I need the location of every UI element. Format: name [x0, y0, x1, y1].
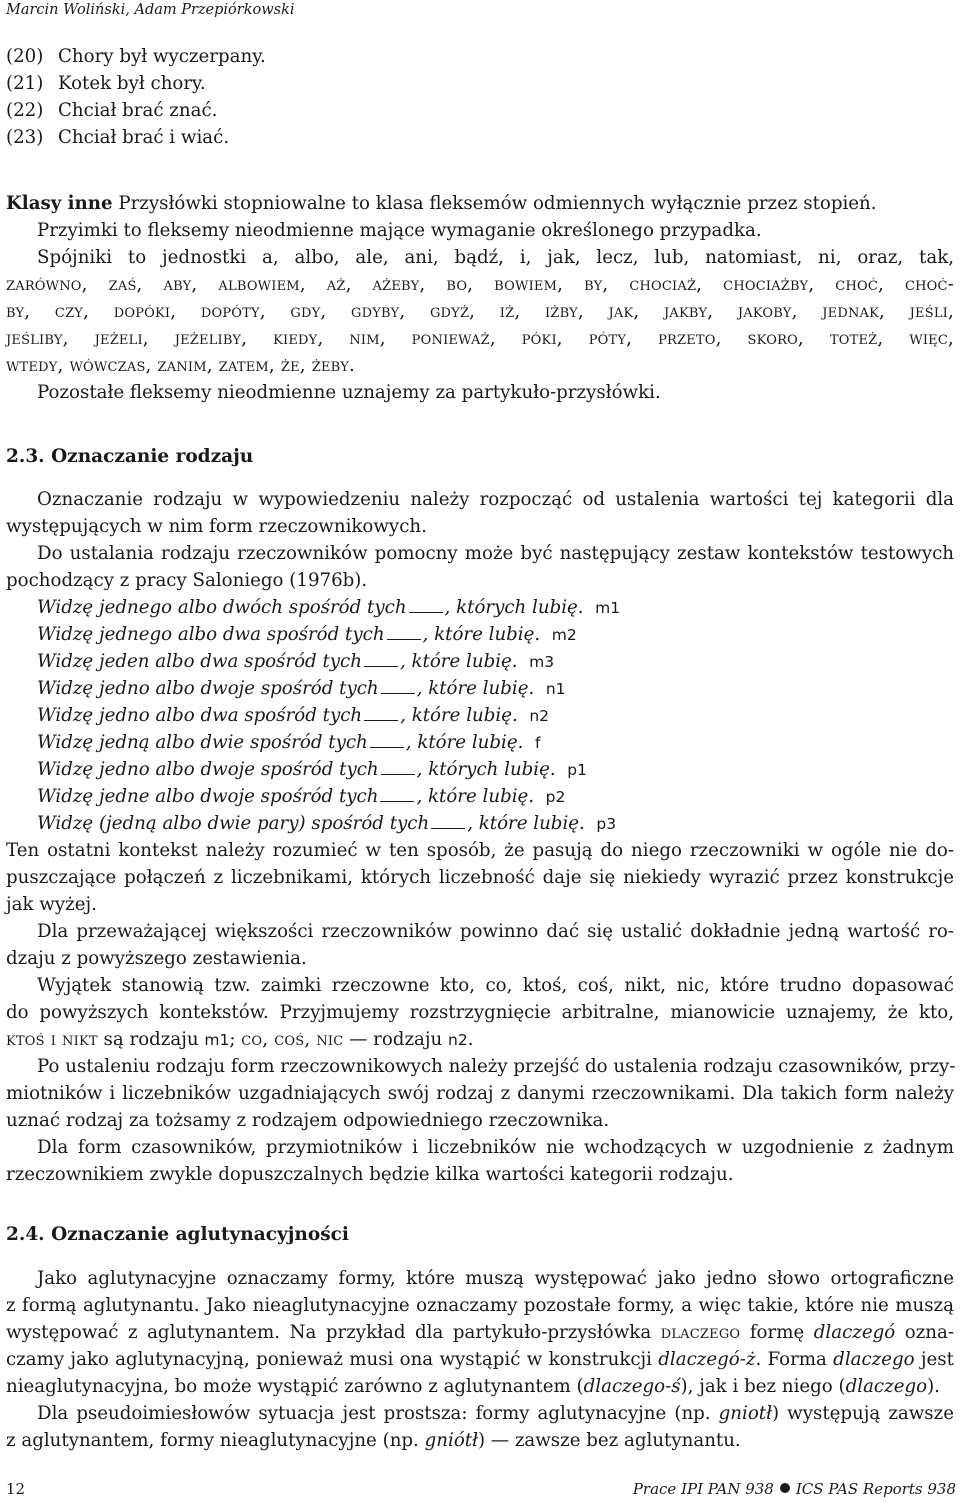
- word-form: dlaczego: [833, 1349, 915, 1370]
- text-span: ) — zawsze bez aglutynantu.: [477, 1430, 741, 1451]
- context-pre: Widzę jedno albo dwoje spośród tych: [37, 759, 379, 780]
- example-text: Chciał brać i wiać.: [58, 127, 230, 148]
- text-span: Dla pseudoimiesłowów sytuacja jest prostsza: formy aglutynacyjne (np.: [37, 1403, 711, 1424]
- s23-p2-line-2: pochodzący z pracy Saloniego (1976b).: [6, 570, 368, 591]
- context-post: , które lubię.: [399, 651, 518, 672]
- text-span: — rodzaju: [349, 1029, 443, 1050]
- example-number: (23): [6, 127, 44, 148]
- example-number: (22): [6, 100, 44, 121]
- gender-tag: m2: [551, 626, 577, 644]
- context-pre: Widzę (jedną albo dwie pary) spośród tych: [37, 813, 430, 834]
- s24-p1-line-3: [6, 1319, 954, 1346]
- s23-p5-line-1: Wyjątek stanowią tzw. zaimki rzeczowne kto, co, ktoś, coś, nikt, nic, które trudno dopasować: [37, 975, 954, 996]
- klasy-line-8: Pozostałe fleksemy nieodmienne uznajemy za partykuło-przysłówki.: [37, 382, 661, 403]
- word-form: dlaczegó: [813, 1322, 896, 1343]
- text-span: ;: [229, 1029, 236, 1050]
- text-span: jest: [920, 1349, 954, 1370]
- context-pre: Widzę jedno albo dwoje spośród tych: [37, 678, 379, 699]
- gender-tag: p1: [567, 761, 587, 779]
- example-text: Chory był wyczerpany.: [58, 46, 266, 67]
- s23-p5-line-3: [6, 1026, 474, 1054]
- context-post: , które lubię.: [400, 705, 518, 726]
- example-21: [6, 70, 206, 97]
- context-p2: [37, 783, 565, 811]
- word-form: dlaczego-ś: [583, 1376, 681, 1397]
- context-pre: Widzę jeden albo dwa spośród tych: [37, 651, 362, 672]
- context-blank: [381, 679, 415, 694]
- context-p1: [37, 756, 587, 784]
- s23-p2-line-1: Do ustalania rodzaju rzeczowników pomocny może być następujący zestaw kontekstów testowych: [37, 543, 954, 564]
- text-span: z aglutynantem, formy nieaglutynacyjne (np.: [6, 1430, 419, 1451]
- text-span: są rodzaju: [103, 1029, 199, 1050]
- s23-p3-line-1: Ten ostatni kontekst należy rozumieć w ten sposób, że pasują do niego rzeczowniki w ogóle nie do-: [6, 840, 954, 861]
- context-m1: [37, 594, 620, 622]
- s24-p1-line-1: Jako aglutynacyjne oznaczamy formy, które muszą występować jako jedno słowo ortograficzne: [37, 1268, 954, 1289]
- s23-p4-line-1: Dla przeważającej większości rzeczowników powinno dać się ustalić dokładnie jedną wartość ro-: [37, 921, 954, 942]
- s24-p1-line-5: [6, 1373, 940, 1400]
- gender-tag: f: [534, 734, 541, 752]
- text-span: występować z aglutynantem. Na przykład dla partykuło-przysłówka: [6, 1322, 652, 1343]
- context-post: , których lubię.: [416, 759, 556, 780]
- word-form: gniótł: [424, 1430, 478, 1451]
- context-n2: [37, 702, 549, 730]
- gender-tag: m3: [529, 653, 555, 671]
- section-heading-2-3: 2.3. Oznaczanie rodzaju: [6, 446, 254, 467]
- context-post: , które lubię.: [416, 678, 535, 699]
- section-heading-2-4: 2.4. Oznaczanie aglutynacyjności: [6, 1224, 349, 1245]
- footer-series: [633, 1480, 956, 1498]
- klasy-lead: Klasy inne: [6, 193, 113, 214]
- klasy-line-6: jeśliby, jeżeli, jeżeliby, kiedy, nim, ponieważ, póki, póty, przeto, skoro, toteż, więc,: [6, 328, 954, 349]
- gender-tag: n2: [448, 1031, 468, 1049]
- text-span: ozna-: [904, 1322, 954, 1343]
- context-m3: [37, 648, 554, 676]
- context-pre: Widzę jednego albo dwa spośród tych: [37, 624, 385, 645]
- context-p3: [37, 810, 616, 838]
- klasy-line-1: [6, 190, 877, 217]
- s24-p1-line-4: [6, 1346, 954, 1373]
- word-form: dlaczego: [845, 1376, 928, 1397]
- context-blank: [381, 760, 415, 775]
- pronoun-list: ktoś i nikt: [6, 1029, 98, 1050]
- klasy-line-5: by, czy, dopóki, dopóty, gdy, gdyby, gdyż, iż, iżby, jak, jakby, jakoby, jednak, jeśli,: [6, 301, 954, 322]
- s23-p6-line-3: uznać rodzaj za tożsamy z rodzajem odpowiedniego rzeczownika.: [6, 1110, 610, 1131]
- text-span: ) występują zawsze: [771, 1403, 954, 1424]
- klasy-line-2: Przyimki to fleksemy nieodmienne mające wymaganie określonego przypadka.: [37, 220, 762, 241]
- example-text: Chciał brać znać.: [58, 100, 218, 121]
- klasy-text: Przysłówki stopniowalne to klasa fleksemów odmiennych wyłącznie przez stopień.: [118, 193, 877, 214]
- text-span: ).: [927, 1376, 940, 1397]
- klasy-line-4: zarówno, zaś, aby, albowiem, aż, ażeby, bo, bowiem, by, chociaż, chociażby, choć, choć-: [6, 274, 954, 295]
- s23-p5-line-2: do powyższych kontekstów. Przyjmujemy rozstrzygnięcie arbitralne, mianowicie uznajemy, że kto,: [6, 1002, 954, 1023]
- context-post: , które lubię.: [422, 624, 541, 645]
- s23-p3-line-2: puszczające połączeń z liczebnikami, których liczebność daje się niekiedy wyrazić przez konstrukcje: [6, 867, 954, 888]
- context-blank: [364, 652, 398, 667]
- example-number: (20): [6, 46, 44, 67]
- page-number: 12: [6, 1480, 26, 1498]
- example-23: [6, 124, 229, 151]
- gender-tag: m1: [204, 1031, 230, 1049]
- s23-p7-line-2: rzeczownikiem zwykle dopuszczalnych będzie kilka wartości kategorii rodzaju.: [6, 1164, 734, 1185]
- context-blank: [370, 733, 404, 748]
- context-m2: [37, 621, 577, 649]
- context-post: , które lubię.: [467, 813, 585, 834]
- context-pre: Widzę jedno albo dwa spośród tych: [37, 705, 363, 726]
- example-22: [6, 97, 217, 124]
- klasy-line-7: wtedy, wówczas, zanim, zatem, że, żeby.: [6, 355, 355, 376]
- example-text: Kotek był chory.: [58, 73, 206, 94]
- context-blank: [380, 787, 414, 802]
- running-header: Marcin Woliński, Adam Przepiórkowski: [6, 2, 295, 18]
- context-post: , których lubię.: [444, 597, 584, 618]
- text-span: ), jak i bez niego (: [680, 1376, 846, 1397]
- gender-tag: n2: [529, 707, 550, 725]
- gender-tag: p3: [596, 815, 617, 833]
- s23-p3-line-3: jak wyżej.: [6, 894, 97, 915]
- gender-tag: p2: [545, 788, 566, 806]
- text-span: czamy jako aglutynacyjną, ponieważ musi ona wystąpić w konstrukcji: [6, 1349, 652, 1370]
- context-pre: Widzę jednego albo dwóch spośród tych: [37, 597, 407, 618]
- context-f: [37, 729, 540, 757]
- context-blank: [364, 706, 398, 721]
- text-span: formę: [749, 1322, 805, 1343]
- s24-p2-line-2: [6, 1427, 741, 1454]
- context-n1: [37, 675, 566, 703]
- s24-p1-line-2: z formą aglutynantu. Jako nieaglutynacyjne oznaczamy pozostałe formy, a więc takie, które nie muszą: [6, 1295, 954, 1316]
- word-form: dlaczegó-ż: [658, 1349, 756, 1370]
- context-blank: [387, 625, 421, 640]
- s23-p1-line-2: występujących w nim form rzeczownikowych.: [6, 516, 427, 537]
- text-span: nieaglutynacyjna, bo może wystąpić zarówno z aglutynantem (: [6, 1376, 584, 1397]
- s24-p2-line-1: [37, 1400, 954, 1427]
- s23-p7-line-1: Dla form czasowników, przymiotników i liczebników nie wchodzących w uzgodnienie z żadnym: [37, 1137, 954, 1158]
- series-right: ICS PAS Reports 938: [795, 1480, 956, 1498]
- text-span: . Forma: [755, 1349, 827, 1370]
- s23-p6-line-2: miotników i liczebników uzgadniających swój rodzaj z danymi rzeczownikami. Dla takich form należy: [6, 1083, 954, 1104]
- context-pre: Widzę jedną albo dwie spośród tych: [37, 732, 368, 753]
- gender-tag: m1: [595, 599, 621, 617]
- context-blank: [431, 814, 465, 829]
- context-pre: Widzę jedne albo dwoje spośród tych: [37, 786, 379, 807]
- series-left: Prace IPI PAN 938: [632, 1480, 774, 1498]
- example-number: (21): [6, 73, 44, 94]
- pronoun-list: co, coś, nic: [241, 1029, 344, 1050]
- context-post: , które lubię.: [416, 786, 535, 807]
- klasy-line-3: Spójniki to jednostki a, albo, ale, ani, bądź, i, jak, lecz, lub, natomiast, ni, oraz, tak,: [37, 247, 954, 268]
- s23-p6-line-1: Po ustaleniu rodzaju form rzeczownikowych należy przejść do ustalenia rodzaju czasowników, przy-: [37, 1056, 956, 1077]
- context-blank: [409, 598, 443, 613]
- lexeme: dlaczego: [660, 1322, 741, 1343]
- s23-p1-line-1: Oznaczanie rodzaju w wypowiedzeniu należy rozpocząć od ustalenia wartości tej kategorii dla: [37, 489, 954, 510]
- bullet-icon: [780, 1483, 790, 1493]
- text-span: .: [467, 1029, 474, 1050]
- word-form: gniotł: [718, 1403, 772, 1424]
- example-20: [6, 43, 266, 70]
- s23-p4-line-2: dzaju z powyższego zestawienia.: [6, 948, 307, 969]
- gender-tag: n1: [545, 680, 566, 698]
- context-post: , które lubię.: [405, 732, 524, 753]
